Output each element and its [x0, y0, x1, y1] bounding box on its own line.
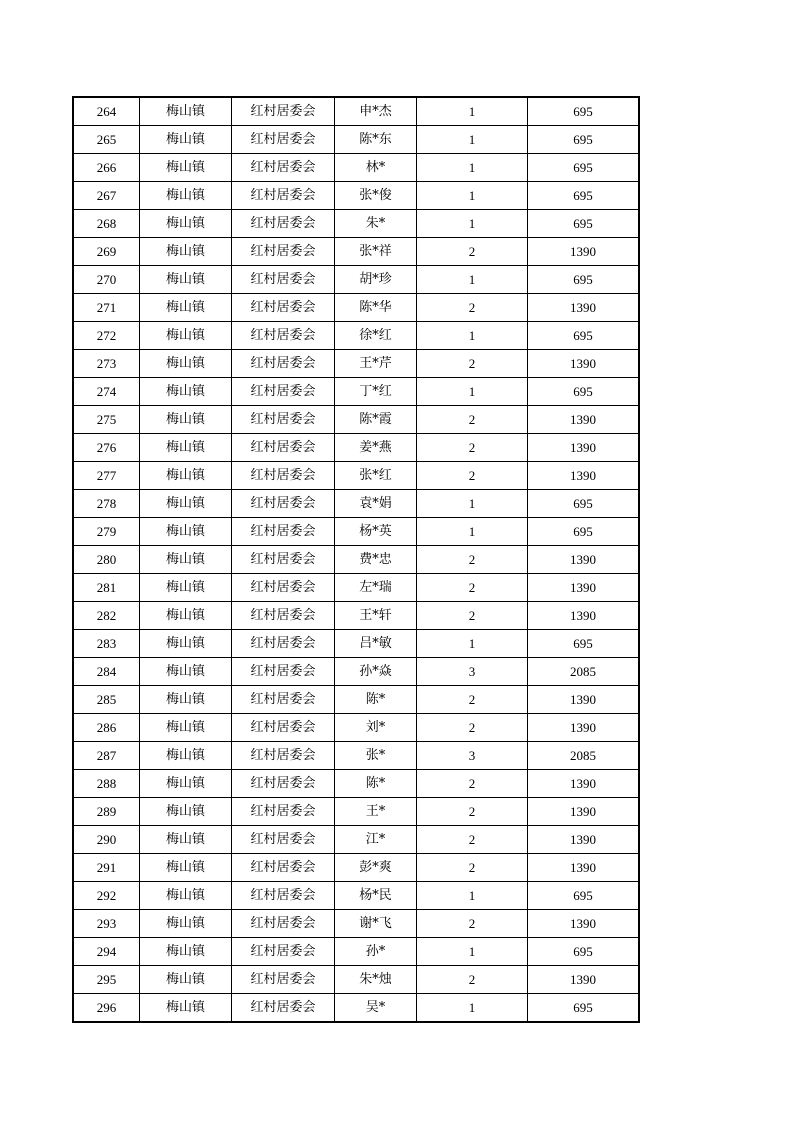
- cell-amount: 695: [528, 154, 640, 182]
- cell-amount: 1390: [528, 770, 640, 798]
- cell-town: 梅山镇: [140, 350, 232, 378]
- table-row: [73, 238, 639, 266]
- cell-number: 288: [73, 770, 140, 798]
- cell-town: 梅山镇: [140, 658, 232, 686]
- cell-count: 2: [417, 406, 528, 434]
- cell-amount: 695: [528, 322, 640, 350]
- cell-number: 281: [73, 574, 140, 602]
- cell-town: 梅山镇: [140, 826, 232, 854]
- table-row: [73, 490, 639, 518]
- cell-amount: 1390: [528, 826, 640, 854]
- cell-town: 梅山镇: [140, 434, 232, 462]
- cell-amount: 695: [528, 518, 640, 546]
- cell-count: 1: [417, 378, 528, 406]
- cell-name: 张*: [335, 742, 417, 770]
- cell-committee: 红村居委会: [232, 294, 335, 322]
- cell-town: 梅山镇: [140, 490, 232, 518]
- cell-amount: 1390: [528, 406, 640, 434]
- cell-count: 1: [417, 518, 528, 546]
- cell-committee: 红村居委会: [232, 406, 335, 434]
- cell-amount: 1390: [528, 966, 640, 994]
- cell-name: 陈*华: [335, 294, 417, 322]
- cell-committee: 红村居委会: [232, 882, 335, 910]
- cell-count: 2: [417, 770, 528, 798]
- cell-name: 江*: [335, 826, 417, 854]
- cell-town: 梅山镇: [140, 574, 232, 602]
- cell-town: 梅山镇: [140, 966, 232, 994]
- cell-count: 2: [417, 434, 528, 462]
- table-row: [73, 546, 639, 574]
- cell-count: 2: [417, 966, 528, 994]
- cell-number: 269: [73, 238, 140, 266]
- cell-amount: 695: [528, 994, 640, 1023]
- cell-committee: 红村居委会: [232, 910, 335, 938]
- cell-committee: 红村居委会: [232, 322, 335, 350]
- cell-committee: 红村居委会: [232, 182, 335, 210]
- cell-committee: 红村居委会: [232, 938, 335, 966]
- table-row: [73, 154, 639, 182]
- cell-number: 265: [73, 126, 140, 154]
- cell-name: 陈*: [335, 770, 417, 798]
- cell-name: 孙*: [335, 938, 417, 966]
- cell-count: 1: [417, 322, 528, 350]
- cell-name: 胡*珍: [335, 266, 417, 294]
- cell-amount: 1390: [528, 546, 640, 574]
- cell-town: 梅山镇: [140, 126, 232, 154]
- cell-number: 291: [73, 854, 140, 882]
- table-row: [73, 406, 639, 434]
- cell-number: 292: [73, 882, 140, 910]
- cell-number: 296: [73, 994, 140, 1023]
- cell-committee: 红村居委会: [232, 378, 335, 406]
- cell-count: 2: [417, 798, 528, 826]
- cell-town: 梅山镇: [140, 742, 232, 770]
- cell-town: 梅山镇: [140, 938, 232, 966]
- cell-committee: 红村居委会: [232, 97, 335, 126]
- cell-number: 264: [73, 97, 140, 126]
- cell-amount: 1390: [528, 798, 640, 826]
- cell-count: 1: [417, 182, 528, 210]
- cell-name: 姜*燕: [335, 434, 417, 462]
- cell-amount: 695: [528, 126, 640, 154]
- cell-name: 申*杰: [335, 97, 417, 126]
- cell-count: 2: [417, 714, 528, 742]
- table-row: [73, 938, 639, 966]
- cell-number: 294: [73, 938, 140, 966]
- table-row: [73, 322, 639, 350]
- cell-count: 2: [417, 602, 528, 630]
- cell-amount: 1390: [528, 434, 640, 462]
- cell-committee: 红村居委会: [232, 154, 335, 182]
- cell-amount: 1390: [528, 294, 640, 322]
- cell-name: 左*瑞: [335, 574, 417, 602]
- cell-number: 271: [73, 294, 140, 322]
- cell-count: 1: [417, 994, 528, 1023]
- cell-town: 梅山镇: [140, 462, 232, 490]
- cell-amount: 695: [528, 938, 640, 966]
- cell-number: 266: [73, 154, 140, 182]
- cell-number: 282: [73, 602, 140, 630]
- cell-name: 陈*霞: [335, 406, 417, 434]
- cell-town: 梅山镇: [140, 882, 232, 910]
- cell-number: 275: [73, 406, 140, 434]
- cell-amount: 695: [528, 490, 640, 518]
- cell-number: 283: [73, 630, 140, 658]
- cell-amount: 1390: [528, 462, 640, 490]
- cell-number: 293: [73, 910, 140, 938]
- table-row: [73, 574, 639, 602]
- cell-amount: 1390: [528, 686, 640, 714]
- cell-count: 2: [417, 854, 528, 882]
- cell-town: 梅山镇: [140, 518, 232, 546]
- cell-number: 272: [73, 322, 140, 350]
- cell-town: 梅山镇: [140, 630, 232, 658]
- cell-amount: 695: [528, 378, 640, 406]
- cell-town: 梅山镇: [140, 154, 232, 182]
- cell-count: 2: [417, 910, 528, 938]
- cell-committee: 红村居委会: [232, 210, 335, 238]
- cell-name: 张*祥: [335, 238, 417, 266]
- cell-number: 279: [73, 518, 140, 546]
- cell-number: 277: [73, 462, 140, 490]
- table-body: [73, 97, 639, 1022]
- cell-committee: 红村居委会: [232, 994, 335, 1023]
- cell-name: 林*: [335, 154, 417, 182]
- cell-count: 1: [417, 938, 528, 966]
- cell-town: 梅山镇: [140, 798, 232, 826]
- table-row: [73, 434, 639, 462]
- table-row: [73, 910, 639, 938]
- cell-amount: 2085: [528, 742, 640, 770]
- cell-committee: 红村居委会: [232, 350, 335, 378]
- cell-committee: 红村居委会: [232, 742, 335, 770]
- cell-count: 2: [417, 686, 528, 714]
- cell-number: 276: [73, 434, 140, 462]
- cell-town: 梅山镇: [140, 182, 232, 210]
- table-row: [73, 994, 639, 1023]
- cell-name: 谢*飞: [335, 910, 417, 938]
- cell-town: 梅山镇: [140, 546, 232, 574]
- cell-number: 285: [73, 686, 140, 714]
- cell-number: 273: [73, 350, 140, 378]
- cell-name: 刘*: [335, 714, 417, 742]
- table-row: [73, 126, 639, 154]
- cell-count: 2: [417, 462, 528, 490]
- table-row: [73, 630, 639, 658]
- cell-amount: 695: [528, 182, 640, 210]
- cell-name: 丁*红: [335, 378, 417, 406]
- cell-amount: 695: [528, 266, 640, 294]
- cell-name: 王*轩: [335, 602, 417, 630]
- cell-committee: 红村居委会: [232, 238, 335, 266]
- cell-count: 2: [417, 238, 528, 266]
- table-row: [73, 826, 639, 854]
- cell-amount: 695: [528, 630, 640, 658]
- cell-number: 268: [73, 210, 140, 238]
- table-row: [73, 266, 639, 294]
- cell-number: 280: [73, 546, 140, 574]
- table-row: [73, 210, 639, 238]
- table-row: [73, 798, 639, 826]
- cell-committee: 红村居委会: [232, 546, 335, 574]
- cell-number: 289: [73, 798, 140, 826]
- cell-amount: 1390: [528, 574, 640, 602]
- cell-committee: 红村居委会: [232, 574, 335, 602]
- cell-town: 梅山镇: [140, 686, 232, 714]
- cell-name: 朱*烛: [335, 966, 417, 994]
- cell-town: 梅山镇: [140, 378, 232, 406]
- cell-name: 杨*民: [335, 882, 417, 910]
- cell-number: 284: [73, 658, 140, 686]
- cell-committee: 红村居委会: [232, 630, 335, 658]
- table-row: [73, 742, 639, 770]
- cell-name: 彭*爽: [335, 854, 417, 882]
- cell-count: 1: [417, 266, 528, 294]
- cell-name: 陈*东: [335, 126, 417, 154]
- data-table: [72, 96, 640, 1023]
- cell-number: 274: [73, 378, 140, 406]
- cell-name: 陈*: [335, 686, 417, 714]
- cell-town: 梅山镇: [140, 322, 232, 350]
- table-row: [73, 882, 639, 910]
- cell-number: 278: [73, 490, 140, 518]
- cell-town: 梅山镇: [140, 210, 232, 238]
- cell-amount: 1390: [528, 602, 640, 630]
- cell-committee: 红村居委会: [232, 658, 335, 686]
- cell-amount: 1390: [528, 910, 640, 938]
- table-row: [73, 350, 639, 378]
- cell-committee: 红村居委会: [232, 854, 335, 882]
- cell-number: 287: [73, 742, 140, 770]
- cell-amount: 1390: [528, 854, 640, 882]
- table-row: [73, 462, 639, 490]
- table-row: [73, 378, 639, 406]
- cell-town: 梅山镇: [140, 994, 232, 1023]
- table-row: [73, 966, 639, 994]
- cell-number: 270: [73, 266, 140, 294]
- cell-name: 吕*敏: [335, 630, 417, 658]
- cell-amount: 2085: [528, 658, 640, 686]
- cell-count: 2: [417, 294, 528, 322]
- table-row: [73, 97, 639, 126]
- cell-number: 267: [73, 182, 140, 210]
- cell-name: 孙*焱: [335, 658, 417, 686]
- cell-name: 王*: [335, 798, 417, 826]
- cell-count: 1: [417, 490, 528, 518]
- cell-town: 梅山镇: [140, 97, 232, 126]
- cell-count: 1: [417, 630, 528, 658]
- cell-committee: 红村居委会: [232, 490, 335, 518]
- cell-number: 295: [73, 966, 140, 994]
- cell-town: 梅山镇: [140, 770, 232, 798]
- cell-name: 费*忠: [335, 546, 417, 574]
- cell-name: 杨*英: [335, 518, 417, 546]
- cell-town: 梅山镇: [140, 266, 232, 294]
- cell-committee: 红村居委会: [232, 266, 335, 294]
- cell-town: 梅山镇: [140, 602, 232, 630]
- cell-count: 2: [417, 546, 528, 574]
- cell-number: 290: [73, 826, 140, 854]
- cell-committee: 红村居委会: [232, 798, 335, 826]
- table-row: [73, 658, 639, 686]
- cell-amount: 695: [528, 97, 640, 126]
- cell-committee: 红村居委会: [232, 770, 335, 798]
- table-row: [73, 854, 639, 882]
- cell-count: 1: [417, 210, 528, 238]
- cell-number: 286: [73, 714, 140, 742]
- cell-amount: 1390: [528, 714, 640, 742]
- cell-committee: 红村居委会: [232, 714, 335, 742]
- table-row: [73, 770, 639, 798]
- cell-name: 徐*红: [335, 322, 417, 350]
- cell-town: 梅山镇: [140, 714, 232, 742]
- cell-count: 2: [417, 574, 528, 602]
- cell-town: 梅山镇: [140, 854, 232, 882]
- cell-count: 3: [417, 658, 528, 686]
- cell-town: 梅山镇: [140, 238, 232, 266]
- cell-amount: 1390: [528, 350, 640, 378]
- table-row: [73, 602, 639, 630]
- cell-committee: 红村居委会: [232, 966, 335, 994]
- cell-count: 2: [417, 826, 528, 854]
- cell-name: 吴*: [335, 994, 417, 1023]
- table-row: [73, 686, 639, 714]
- table-row: [73, 294, 639, 322]
- cell-town: 梅山镇: [140, 910, 232, 938]
- cell-committee: 红村居委会: [232, 602, 335, 630]
- cell-count: 1: [417, 154, 528, 182]
- cell-name: 袁*娟: [335, 490, 417, 518]
- cell-count: 1: [417, 126, 528, 154]
- table-row: [73, 714, 639, 742]
- cell-count: 2: [417, 350, 528, 378]
- cell-committee: 红村居委会: [232, 434, 335, 462]
- cell-committee: 红村居委会: [232, 518, 335, 546]
- cell-count: 3: [417, 742, 528, 770]
- cell-town: 梅山镇: [140, 294, 232, 322]
- cell-count: 1: [417, 882, 528, 910]
- cell-committee: 红村居委会: [232, 826, 335, 854]
- cell-town: 梅山镇: [140, 406, 232, 434]
- cell-amount: 695: [528, 210, 640, 238]
- cell-committee: 红村居委会: [232, 126, 335, 154]
- cell-name: 张*俊: [335, 182, 417, 210]
- cell-committee: 红村居委会: [232, 686, 335, 714]
- cell-amount: 1390: [528, 238, 640, 266]
- cell-name: 王*芹: [335, 350, 417, 378]
- table-row: [73, 182, 639, 210]
- table-row: [73, 518, 639, 546]
- cell-amount: 695: [528, 882, 640, 910]
- cell-name: 张*红: [335, 462, 417, 490]
- cell-count: 1: [417, 97, 528, 126]
- cell-committee: 红村居委会: [232, 462, 335, 490]
- cell-name: 朱*: [335, 210, 417, 238]
